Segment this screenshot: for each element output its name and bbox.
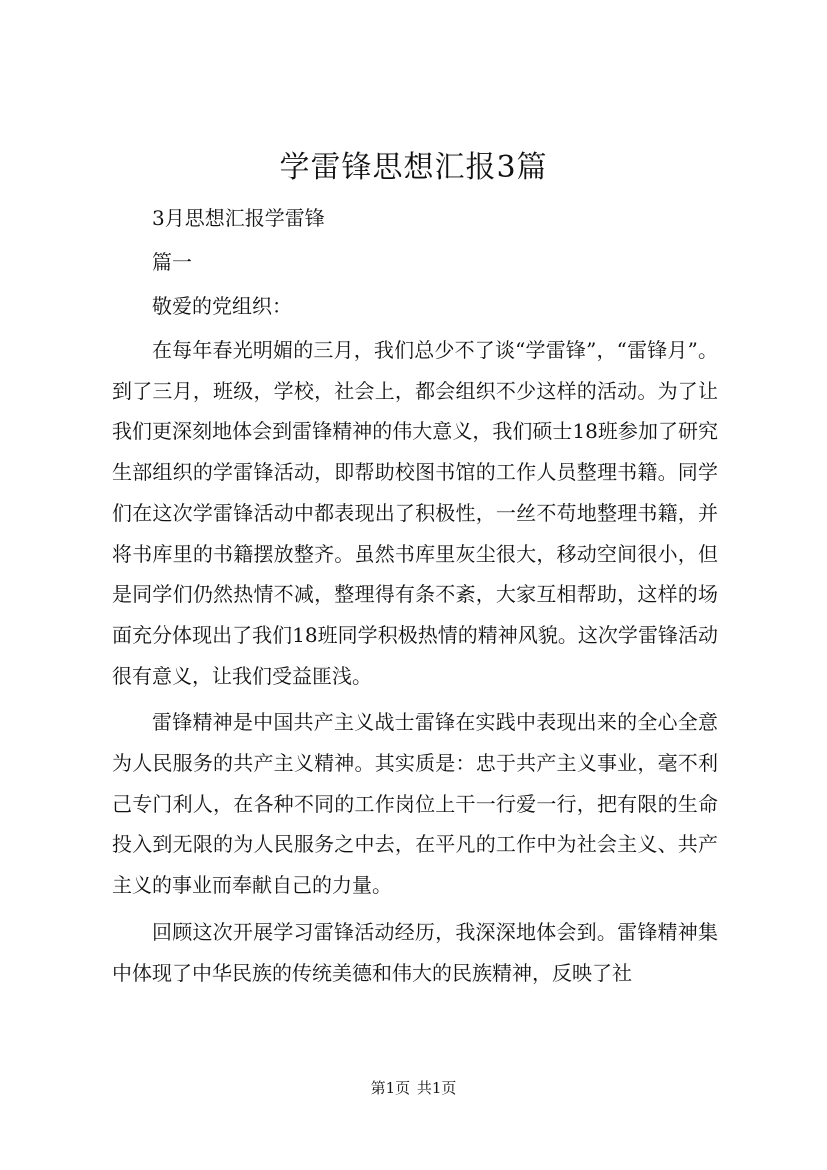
page-number-current: 第1页: [370, 1079, 411, 1097]
paragraph-2: 雷锋精神是中国共产主义战士雷锋在实践中表现出来的全心全意为人民服务的共产主义精神。其实质是：忠于共产主义事业，毫不利己专门利人，在各种不同的工作岗位上干一行爱一行，把有限的生命投入到无限的为人民服务之中去，在平凡的工作中为社会主义、共产主义的事业而奉献自己的力量。: [112, 710, 718, 898]
page-footer: [0, 1078, 827, 1098]
document-body: [112, 196, 718, 993]
salutation: 敬爱的党组织：: [152, 294, 292, 318]
paragraph-3: 回顾这次开展学习雷锋活动经历，我深深地体会到。雷锋精神集中体现了中华民族的传统美德和伟大的民族精神，反映了社: [112, 919, 718, 985]
paragraph-1: 在每年春光明媚的三月，我们总少不了谈“学雷锋”，“雷锋月”。到了三月，班级，学校，社会上，都会组织不少这样的活动。为了让我们更深刻地体会到雷锋精神的伟大意义，我们硕士18班参加了研究生部组织的学雷锋活动，即帮助校图书馆的工作人员整理书籍。同学们在这次学雷锋活动中都表现出了积极性，一丝不苟地整理书籍，并将书库里的书籍摆放整齐。虽然书库里灰尘很大，移动空间很小，但是同学们仍然热情不减，整理得有条不紊，大家互相帮助，这样的场面充分体现出了我们18班同学积极热情的精神风貌。这次学雷锋活动很有意义，让我们受益匪浅。: [112, 338, 718, 688]
section-label: 篇一: [152, 250, 192, 274]
subtitle: 3月思想汇报学雷锋: [152, 206, 325, 230]
document-title: 学雷锋思想汇报3篇: [279, 150, 548, 185]
page-number-total: 共1页: [416, 1079, 457, 1097]
